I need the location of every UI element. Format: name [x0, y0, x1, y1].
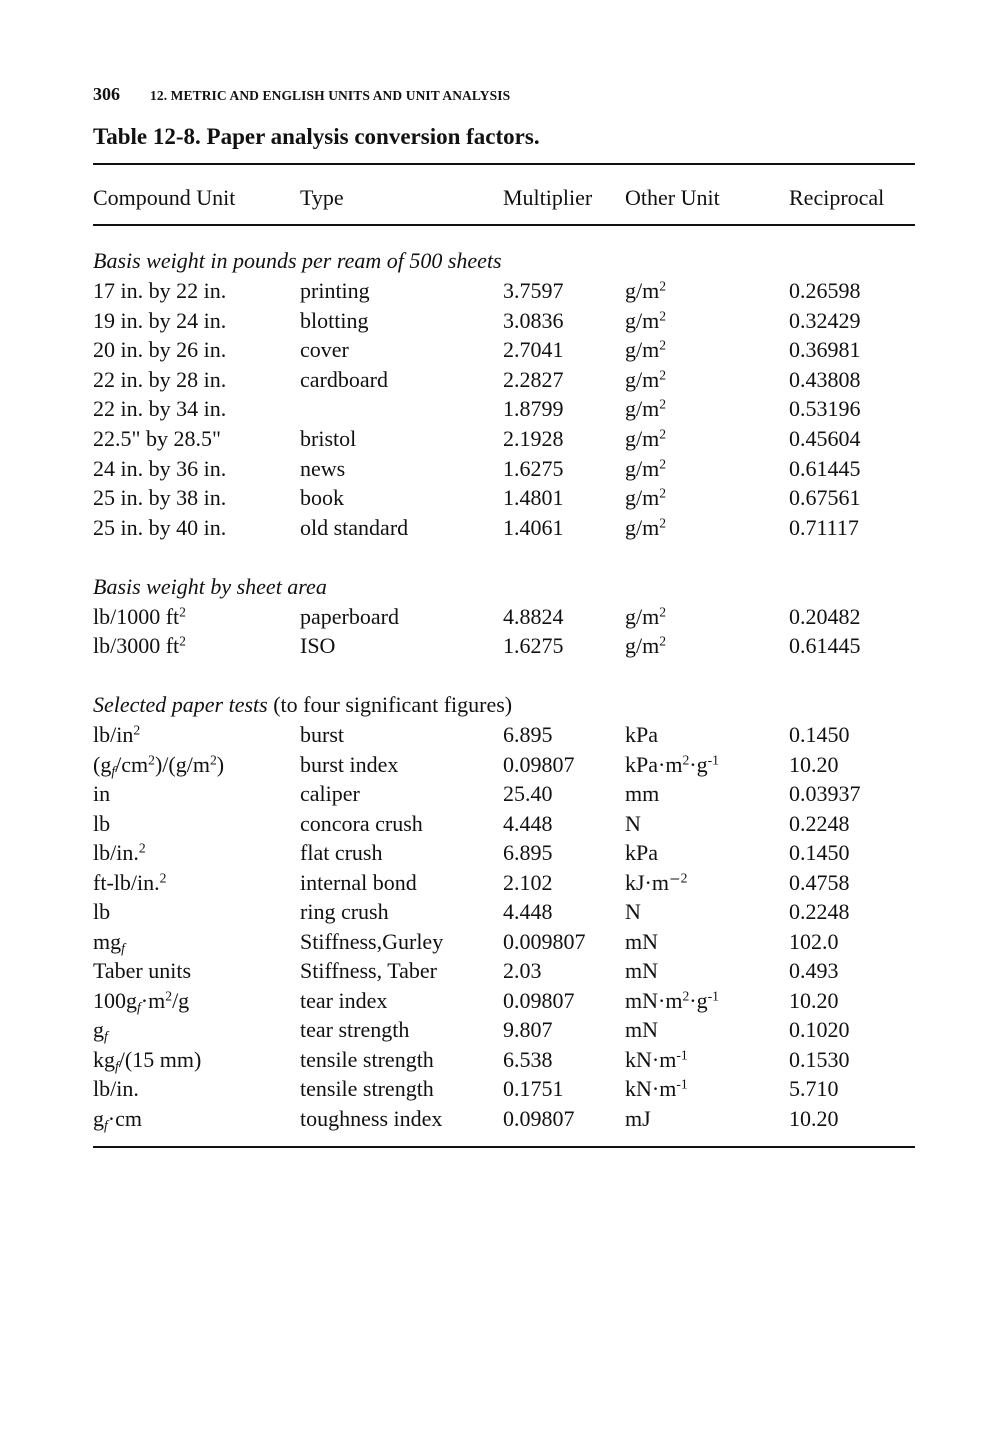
cell-multiplier: 4.8824: [503, 604, 564, 629]
cell-reciprocal: 0.2248: [789, 899, 850, 924]
cell-multiplier: 1.6275: [503, 633, 564, 658]
section-title: Selected paper tests: [93, 692, 268, 717]
cell-other-unit: kPa: [625, 722, 658, 747]
table-row: [0, 515, 1008, 543]
section-title: Basis weight in pounds per ream of 500 sheets: [93, 248, 502, 273]
cell-reciprocal: 0.43808: [789, 366, 861, 392]
cell-type: tensile strength: [300, 1076, 434, 1101]
cell-multiplier: 3.0836: [503, 307, 564, 333]
section-heading: [93, 692, 512, 718]
cell-other-unit: mN: [625, 1017, 658, 1042]
cell-type: book: [300, 485, 344, 511]
cell-reciprocal: 0.1450: [789, 722, 850, 747]
cell-multiplier: 2.03: [503, 958, 542, 983]
cell-type: burst index: [300, 751, 399, 777]
column-header-multiplier: Multiplier: [503, 185, 593, 210]
cell-compound-unit: 22.5" by 28.5": [93, 426, 221, 451]
cell-type: news: [300, 455, 346, 481]
cell-multiplier: 0.09807: [503, 1105, 575, 1131]
table-bottom-rule: [93, 1146, 915, 1148]
cell-other-unit: $g/m^2$: [625, 366, 667, 392]
table-row: [0, 485, 1008, 513]
cell-reciprocal: 0.1020: [789, 1017, 850, 1042]
table-row: [0, 1106, 1008, 1134]
cell-type: flat crush: [300, 840, 383, 865]
cell-other-unit: $g/m^2$: [625, 307, 667, 333]
cell-other-unit: mJ: [625, 1105, 651, 1131]
cell-type: concora crush: [300, 810, 423, 836]
cell-multiplier: 0.009807: [503, 928, 586, 954]
cell-type: caliper: [300, 781, 360, 806]
cell-multiplier: 1.6275: [503, 455, 564, 481]
cell-reciprocal: 0.20482: [789, 604, 861, 629]
cell-other-unit: $mN\cdot m^2\cdot g^{-1}$: [625, 987, 719, 1013]
cell-multiplier: 2.2827: [503, 366, 564, 392]
cell-compound-unit: $g_f$: [93, 1017, 108, 1044]
cell-reciprocal: 0.26598: [789, 278, 861, 303]
column-header-type: Type: [300, 185, 344, 210]
table-row: [0, 1017, 1008, 1045]
cell-compound-unit: 25 in. by 38 in.: [93, 485, 227, 511]
table-row: [0, 426, 1008, 454]
table-row: [0, 929, 1008, 957]
cell-other-unit: mN: [625, 958, 658, 983]
cell-reciprocal: 102.0: [789, 928, 839, 954]
cell-multiplier: 0.09807: [503, 987, 575, 1013]
table-row: [0, 337, 1008, 365]
cell-multiplier: 6.895: [503, 722, 553, 747]
cell-multiplier: 1.4801: [503, 485, 564, 511]
cell-other-unit: $g/m^2$: [625, 514, 667, 540]
cell-reciprocal: 10.20: [789, 1105, 839, 1131]
cell-reciprocal: 0.61445: [789, 455, 861, 481]
cell-multiplier: 3.7597: [503, 278, 564, 303]
cell-multiplier: 0.1751: [503, 1076, 564, 1101]
table-row: [0, 633, 1008, 661]
cell-reciprocal: 0.61445: [789, 633, 861, 658]
cell-compound-unit: lb/in.$^2$: [93, 840, 146, 865]
cell-compound-unit: lb: [93, 810, 111, 836]
cell-compound-unit: 22 in. by 34 in.: [93, 396, 227, 422]
cell-compound-unit: 20 in. by 26 in.: [93, 337, 227, 363]
cell-compound-unit: lb/3000 $ft^2$: [93, 633, 186, 658]
cell-type: cover: [300, 337, 349, 363]
cell-type: tensile strength: [300, 1046, 434, 1072]
section-note: (to four significant figures): [267, 692, 513, 717]
cell-compound-unit: Taber units: [93, 958, 192, 983]
cell-compound-unit: $100g_f\cdot m^2/g$: [93, 987, 190, 1014]
cell-type: toughness index: [300, 1105, 443, 1131]
cell-reciprocal: 5.710: [789, 1076, 839, 1101]
cell-reciprocal: 0.71117: [789, 514, 859, 540]
cell-compound-unit: 24 in. by 36 in.: [93, 455, 227, 481]
cell-multiplier: 2.102: [503, 869, 553, 895]
cell-type: cardboard: [300, 366, 388, 392]
cell-multiplier: 1.8799: [503, 396, 564, 422]
cell-multiplier: 4.448: [503, 810, 553, 836]
cell-type: tear index: [300, 987, 388, 1013]
table-row: [0, 840, 1008, 868]
cell-other-unit: N: [625, 899, 641, 924]
cell-type: paperboard: [300, 604, 399, 629]
cell-multiplier: 2.7041: [503, 337, 564, 363]
cell-compound-unit: lb/in.: [93, 1076, 139, 1101]
table-row: [0, 1076, 1008, 1104]
cell-multiplier: 0.09807: [503, 751, 575, 777]
column-header-compound-unit: Compound Unit: [93, 185, 236, 210]
cell-type: old standard: [300, 514, 409, 540]
cell-other-unit: N: [625, 810, 641, 836]
cell-other-unit: mm: [625, 781, 660, 806]
cell-compound-unit: ft-lb/in.$^2$: [93, 869, 167, 895]
cell-other-unit: kJ·m⁻$^2$: [625, 869, 688, 895]
cell-multiplier: 6.538: [503, 1046, 553, 1072]
cell-other-unit: $g/m^2$: [625, 604, 667, 629]
cell-other-unit: $g/m^2$: [625, 455, 667, 481]
cell-type: ISO: [300, 633, 336, 658]
column-header-other-unit: Other Unit: [625, 185, 720, 210]
table-header-rule: [93, 224, 915, 226]
section-title: Basis weight by sheet area: [93, 574, 327, 599]
cell-other-unit: $g/m^2$: [625, 337, 667, 363]
table-row: [0, 811, 1008, 839]
cell-multiplier: 1.4061: [503, 514, 564, 540]
cell-multiplier: 4.448: [503, 899, 553, 924]
cell-multiplier: 25.40: [503, 781, 553, 806]
cell-reciprocal: 0.1450: [789, 840, 850, 865]
cell-other-unit: $g/m^2$: [625, 426, 667, 451]
section-heading: [93, 248, 502, 274]
cell-type: tear strength: [300, 1017, 410, 1042]
cell-type: burst: [300, 722, 344, 747]
cell-other-unit: $kN\cdot m^{-1}$: [625, 1076, 688, 1101]
cell-compound-unit: $kg_f/(15$ mm): [93, 1046, 202, 1073]
cell-compound-unit: $(g_f/cm^2)/(g/m^2)$: [93, 751, 225, 778]
cell-compound-unit: $lb/in^2$: [93, 722, 141, 747]
cell-compound-unit: in: [93, 781, 111, 806]
cell-reciprocal: 0.36981: [789, 337, 861, 363]
cell-compound-unit: 19 in. by 24 in.: [93, 307, 227, 333]
table-row: [0, 396, 1008, 424]
cell-multiplier: 6.895: [503, 840, 553, 865]
table-caption: Table 12-8. Paper analysis conversion factors.: [93, 124, 540, 149]
cell-reciprocal: 10.20: [789, 987, 839, 1013]
cell-compound-unit: 17 in. by 22 in.: [93, 278, 227, 303]
chapter-title: 12. METRIC AND ENGLISH UNITS AND UNIT ANALYSIS: [150, 88, 511, 103]
cell-other-unit: $kPa\cdot m^2\cdot g^{-1}$: [625, 751, 719, 777]
table-row: [0, 899, 1008, 927]
cell-reciprocal: 0.4758: [789, 869, 850, 895]
cell-other-unit: $g/m^2$: [625, 396, 667, 422]
cell-type: blotting: [300, 307, 369, 333]
column-header-reciprocal: Reciprocal: [789, 185, 885, 210]
cell-multiplier: 2.1928: [503, 426, 564, 451]
cell-other-unit: $g/m^2$: [625, 485, 667, 511]
table-row: [0, 1047, 1008, 1075]
cell-type: bristol: [300, 426, 357, 451]
cell-other-unit: kPa: [625, 840, 658, 865]
cell-reciprocal: 0.53196: [789, 396, 861, 422]
table-row: [0, 367, 1008, 395]
cell-type: internal bond: [300, 869, 417, 895]
cell-type: Stiffness, Taber: [300, 958, 437, 983]
cell-reciprocal: 10.20: [789, 751, 839, 777]
page-number: 306: [93, 84, 120, 104]
cell-compound-unit: 25 in. by 40 in.: [93, 514, 227, 540]
table-row: [0, 722, 1008, 750]
cell-type: printing: [300, 278, 370, 303]
table-row: [0, 870, 1008, 898]
cell-reciprocal: 0.1530: [789, 1046, 850, 1072]
cell-reciprocal: 0.67561: [789, 485, 861, 511]
cell-compound-unit: $mg_f$: [93, 928, 125, 955]
cell-multiplier: 9.807: [503, 1017, 553, 1042]
cell-compound-unit: 22 in. by 28 in.: [93, 366, 227, 392]
table-row: [0, 278, 1008, 306]
table-row: [0, 308, 1008, 336]
cell-compound-unit: lb/1000 $ft^2$: [93, 604, 186, 629]
cell-reciprocal: 0.493: [789, 958, 839, 983]
cell-other-unit: $g/m^2$: [625, 278, 667, 303]
cell-other-unit: $g/m^2$: [625, 633, 667, 658]
cell-reciprocal: 0.45604: [789, 426, 861, 451]
cell-reciprocal: 0.2248: [789, 810, 850, 836]
section-heading: [93, 574, 327, 600]
cell-type: Stiffness,Gurley: [300, 928, 444, 954]
cell-reciprocal: 0.03937: [789, 781, 861, 806]
cell-compound-unit: $g_f\cdot cm$: [93, 1105, 142, 1132]
table-row: [0, 988, 1008, 1016]
table-top-rule: [93, 163, 915, 165]
cell-type: ring crush: [300, 899, 389, 924]
cell-reciprocal: 0.32429: [789, 307, 861, 333]
cell-other-unit: mN: [625, 928, 658, 954]
cell-compound-unit: lb: [93, 899, 111, 924]
running-head: [93, 84, 510, 106]
table-row: [0, 781, 1008, 809]
cell-other-unit: $kN\cdot m^{-1}$: [625, 1046, 688, 1072]
table-row: [0, 958, 1008, 986]
table-row: [0, 752, 1008, 780]
table-row: [0, 604, 1008, 632]
table-row: [0, 456, 1008, 484]
